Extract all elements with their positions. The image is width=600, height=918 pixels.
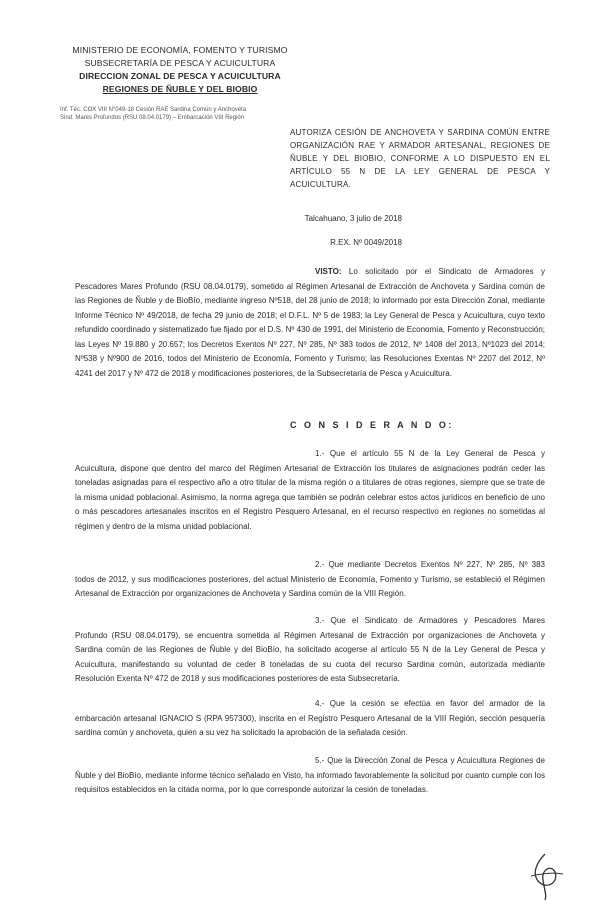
reference-lines bbox=[60, 106, 320, 122]
ministry-name: MINISTERIO DE ECONOMÍA, FOMENTO Y TURISMO bbox=[72, 45, 288, 55]
considerando-point-3: 3.- Que el Sindicato de Armadores y Pescadores Mares Profundo (RSU 08.04.0179), se encuentra sometida al Régimen Artesanal de Extracción por organizaciones de Anchoveta y Sardina común de las Regiones de Ñuble y del BioBío, ha solicitado acogerse al artículo 55 N de la Ley General de Pesca y Acuicultura, manifestando su voluntad de ceder 8 toneladas de su cuota del recurso Sardina común, autorizada mediante Resolución Exenta Nº 472 de 2018 y sus modificaciones posteriores de esta Subsecretaría. bbox=[75, 616, 545, 683]
subsecretariat-name: SUBSECRETARÍA DE PESCA Y ACUICULTURA bbox=[84, 58, 276, 68]
resolution-subject: AUTORIZA CESIÓN DE ANCHOVETA Y SARDINA COMÚN ENTRE ORGANIZACIÓN RAE Y ARMADOR ARTESANAL, REGIONES DE ÑUBLE Y DEL BIOBIO, CONFORME A LO DISPUESTO EN EL ARTÍCULO 55 N DE LA LEY GENERAL DE PESCA Y ACUICULTURA. bbox=[290, 128, 550, 189]
considerando-point-5: 5.- Que la Dirección Zonal de Pesca y Acuicultura Regiones de Ñuble y del BioBío, mediante informe técnico señalado en Visto, ha informado favorablemente la solicitud por cuanto cumple con los requisitos establecidos en la citada norma, por lo que corresponde autorizar la cesión de toneladas. bbox=[75, 756, 545, 794]
considerando-point-1: 1.- Que el artículo 55 N de la Ley General de Pesca y Acuicultura, dispone que dentro del marco del Régimen Artesanal de Extracción los titulares de asignaciones podrán ceder las toneladas asignadas para el respectivo año a otro titular de la misma región o a titulares de otras regiones, siempre que se trate de la misma unidad poblacional. Asimismo, la norma agrega que también se podrán celebrar estos actos jurídicos en beneficio de uno o más pescadores artesanales inscritos en el Registro Pesquero Artesanal, en el recurso respectivo en regiones no sometidas al régimen y dentro de la misma unidad poblacional. bbox=[75, 449, 545, 531]
visto-label: VISTO: bbox=[315, 267, 342, 276]
visto-paragraph bbox=[75, 265, 545, 381]
signature-mark bbox=[525, 852, 565, 902]
considerando-point-2: 2.- Que mediante Decretos Exentos Nº 227, Nº 285, Nº 383 todos de 2012, y sus modificaciones posteriores, del actual Ministerio de Economía, Fomento y Turismo, se estableció el Régimen Artesanal de Extracción por organizaciones de Anchoveta y Sardina común de la VIII Región. bbox=[75, 560, 545, 598]
regions-name: REGIONES DE ÑUBLE Y DEL BIOBIO bbox=[102, 84, 258, 94]
letterhead bbox=[60, 44, 300, 96]
resolution-number: R.EX. Nº 0049/2018 bbox=[330, 238, 402, 247]
place-date: Talcahuano, 3 julio de 2018 bbox=[304, 214, 402, 223]
visto-text: Lo solicitado por el Sindicato de Armadores y Pescadores Mares Profundo (RSU 08.04.0179), sometido al Régimen Artesanal de Extracción de Anchoveta y Sardina común de las Regiones de Ñuble y de BioBío, mediante ingreso Nº518, del 28 junio de 2018; lo informado por esta Dirección Zonal, mediante Informe Técnico Nº 49/2018, de fecha 29 junio de 2018; el D.F.L. Nº 5 de 1983; la Ley General de Pesca y Acuicultura, cuyo texto refundido coordinado y sistematizado fue fijado por el D.S. Nº 430 de 1991, del Ministerio de Economía, Fomento y Reconstrucción; las Leyes Nº 19.880 y 20.657; los Decretos Exentos Nº 227, Nº 285, Nº 383 todos de 2012, Nº 1408 del 2013, Nº1023 del 2014; Nº538 y Nº900 de 2016, todos del Ministerio de Economía, Fomento y Turismo; las Resoluciones Exentas Nº 2207 del 2012, Nº 4241 del 2017 y Nº 472 de 2018 y modificaciones posteriores, de la Subsecretaría de Pesca y Acuicultura. bbox=[75, 267, 545, 378]
zonal-directorate-name: DIRECCION ZONAL DE PESCA Y ACUICULTURA bbox=[79, 71, 281, 81]
reference-line-2: Sind. Mares Profundos (RSU 08.04.0179) – Embarcación VIII Región bbox=[60, 115, 245, 121]
reference-line-1: Inf. Téc. COX VIII N°049-18 Cesión RAE Sardina Común y Anchoveta bbox=[60, 107, 247, 113]
considerando-heading: C O N S I D E R A N D O: bbox=[290, 420, 454, 430]
considerando-point-4: 4.- Que la cesión se efectúa en favor del armador de la embarcación artesanal IGNACIO S (RPA 957300), inscrita en el Registro Pesquero Artesanal de la VIII Región, sección pesquería sardina común y anchoveta, quien a su vez ha solicitado la aprobación de la señalada cesión. bbox=[75, 699, 545, 737]
